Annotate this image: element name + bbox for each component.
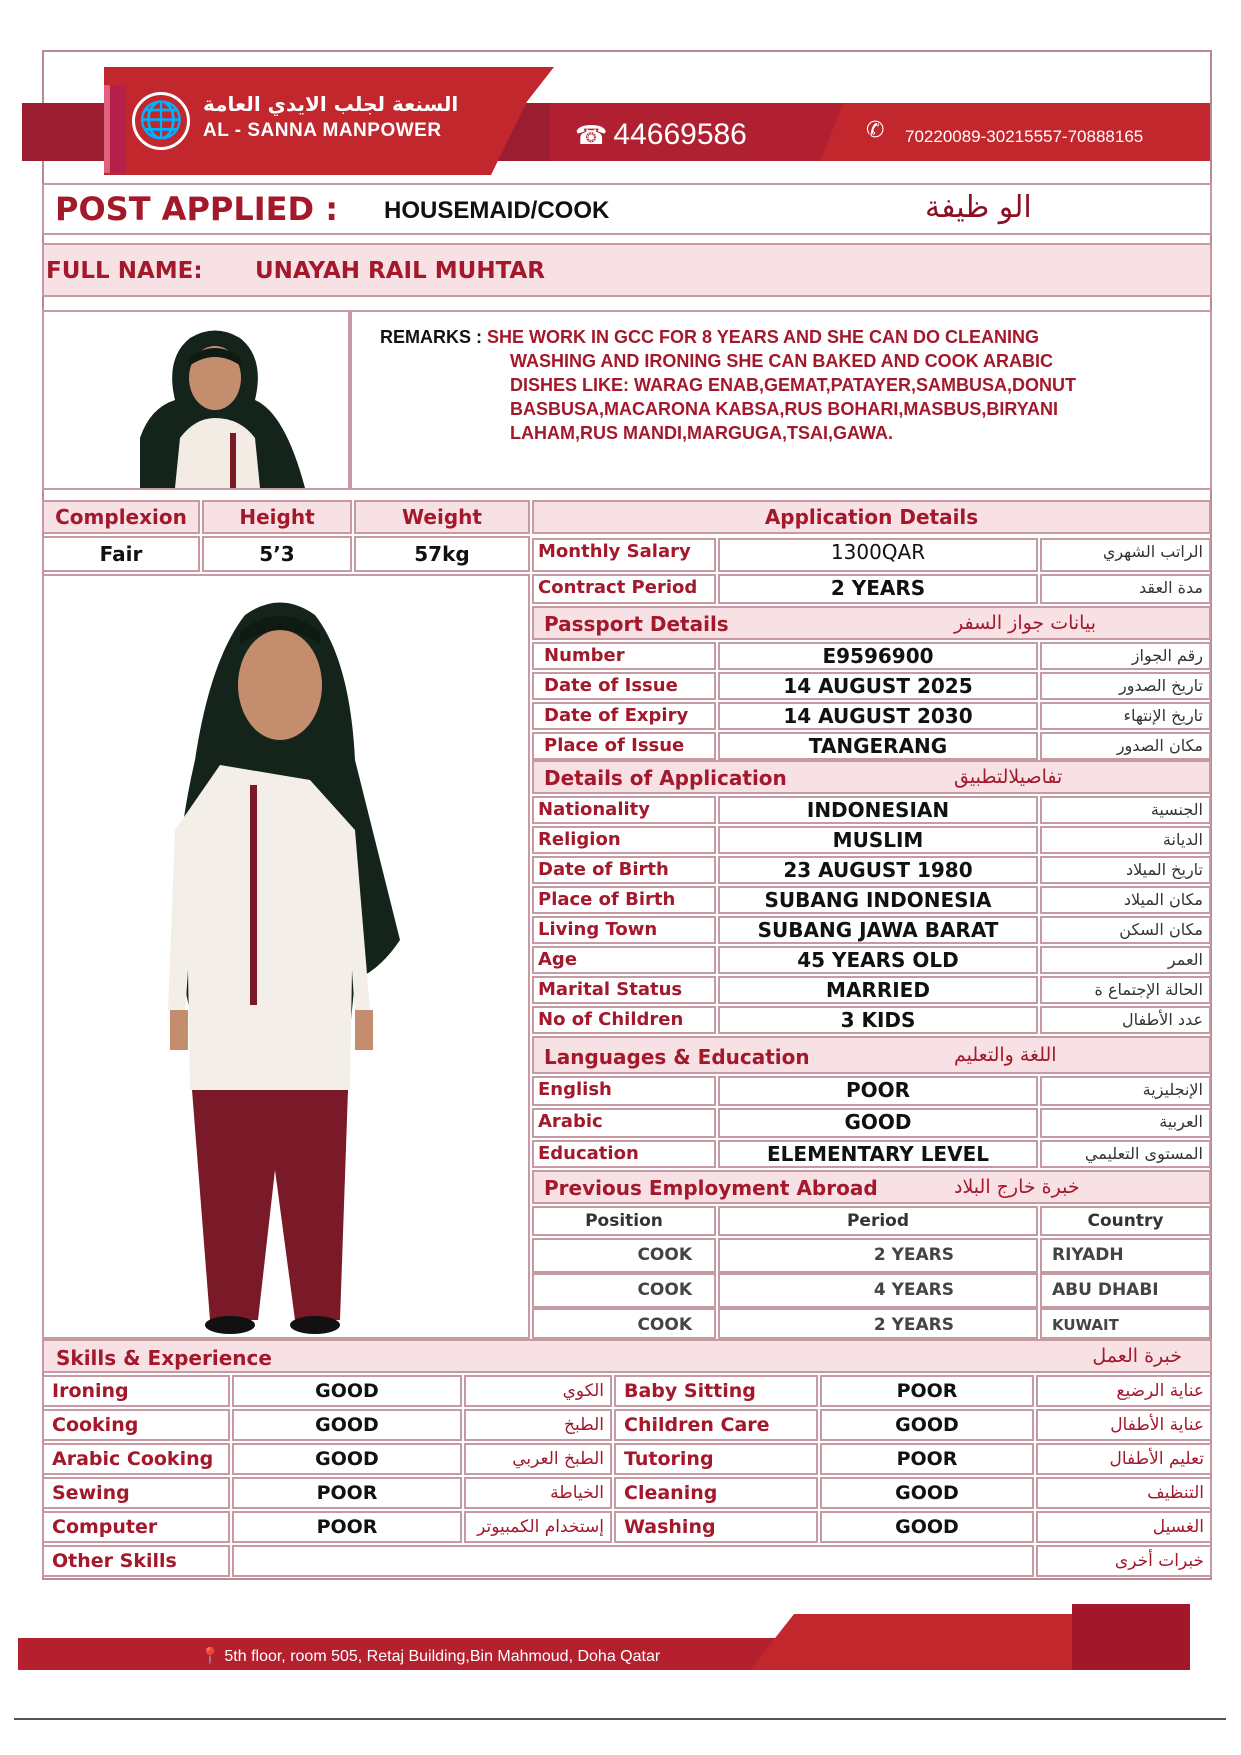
age-value: 45 YEARS OLD — [718, 946, 1038, 974]
marital-status-arabic: الحالة الإجتماع ة — [1040, 976, 1211, 1004]
skill-right-label: Tutoring — [614, 1443, 818, 1475]
other-skills-label: Other Skills — [42, 1545, 230, 1577]
employment-table-header — [532, 1206, 1211, 1236]
place-of-birth-arabic: مكان الميلاد — [1040, 886, 1211, 914]
mobile-numbers: 70220089-30215557-70888165 — [905, 127, 1144, 146]
skill-left-arabic: إستخدام الكمبيوتر — [464, 1511, 612, 1543]
footer-divider — [14, 1718, 1226, 1720]
skill-left-value: GOOD — [232, 1409, 462, 1441]
place-of-issue-label: Place of Issue — [532, 732, 716, 760]
skill-left-label: Ironing — [42, 1375, 230, 1407]
remarks-line-5: LAHAM,RUS MANDI,MARGUGA,TSAI,GAWA. — [510, 423, 893, 443]
col-period: Period — [718, 1206, 1038, 1236]
post-applied-label: POST APPLIED : — [55, 190, 338, 228]
passport-details-header — [532, 606, 1211, 640]
skill-row — [42, 1409, 1212, 1441]
date-of-expiry-arabic: تاريخ الإنتهاء — [1040, 702, 1211, 730]
skill-left-value: POOR — [232, 1477, 462, 1509]
remarks-line-4: BASBUSA,MACARONA KABSA,RUS BOHARI,MASBUS,BIRYANI — [510, 399, 1059, 419]
telephone-icon: ☎ — [575, 120, 608, 150]
arabic-label: Arabic — [532, 1108, 716, 1138]
employment-position: COOK — [532, 1273, 716, 1308]
marital-status-value: MARRIED — [718, 976, 1038, 1004]
footer-block — [1072, 1604, 1190, 1670]
place-of-issue-value: TANGERANG — [718, 732, 1038, 760]
remarks-line-1: SHE WORK IN GCC FOR 8 YEARS AND SHE CAN DO CLEANING — [487, 327, 1040, 347]
date-of-birth-arabic: تاريخ الميلاد — [1040, 856, 1211, 884]
date-of-issue-value: 14 AUGUST 2025 — [718, 672, 1038, 700]
row-nationality — [532, 796, 1211, 824]
col-country: Country — [1040, 1206, 1211, 1236]
english-label: English — [532, 1076, 716, 1106]
skill-left-arabic: الطبخ — [464, 1409, 612, 1441]
full-name-label: FULL NAME: — [46, 258, 203, 284]
date-of-birth-value: 23 AUGUST 1980 — [718, 856, 1038, 884]
phone-number — [575, 118, 747, 152]
other-skills-arabic: خبرات أخرى — [1036, 1545, 1212, 1577]
row-monthly-salary — [532, 538, 1211, 572]
no-of-children-arabic: عدد الأطفال — [1040, 1006, 1211, 1034]
row-living-town — [532, 916, 1211, 944]
age-label: Age — [532, 946, 716, 974]
previous-employment-header — [532, 1170, 1211, 1204]
col-position: Position — [532, 1206, 716, 1236]
skill-right-arabic: التنظيف — [1036, 1477, 1212, 1509]
full-body-photo — [100, 590, 480, 1335]
skills-title: Skills & Experience — [56, 1346, 272, 1370]
place-of-birth-value: SUBANG INDONESIA — [718, 886, 1038, 914]
living-town-value: SUBANG JAWA BARAT — [718, 916, 1038, 944]
employment-position: COOK — [532, 1308, 716, 1339]
remarks-label: REMARKS : — [380, 327, 482, 347]
details-title: Details of Application — [544, 766, 787, 790]
phone-value: 44669586 — [613, 118, 747, 151]
arabic-value: GOOD — [718, 1108, 1038, 1138]
age-arabic: العمر — [1040, 946, 1211, 974]
date-of-birth-label: Date of Birth — [532, 856, 716, 884]
other-skills-value — [232, 1545, 1034, 1577]
address-text: 5th floor, room 505, Retaj Building,Bin Mahmoud, Doha Qatar — [224, 1648, 661, 1665]
employment-title: Previous Employment Abroad — [544, 1176, 878, 1200]
skills-experience-header — [42, 1339, 1212, 1373]
row-date-of-issue — [532, 672, 1211, 700]
skill-right-label: Washing — [614, 1511, 818, 1543]
place-of-birth-label: Place of Birth — [532, 886, 716, 914]
skill-right-arabic: عناية الرضيع — [1036, 1375, 1212, 1407]
date-of-issue-arabic: تاريخ الصدور — [1040, 672, 1211, 700]
contract-period-value: 2 YEARS — [718, 574, 1038, 604]
brand-name-english: AL - SANNA MANPOWER — [203, 120, 442, 141]
languages-title: Languages & Education — [544, 1045, 810, 1069]
remarks-text — [380, 325, 1180, 445]
skill-left-arabic: الطبخ العربي — [464, 1443, 612, 1475]
passport-number-label: Number — [532, 642, 716, 670]
row-place-of-birth — [532, 886, 1211, 914]
post-applied-value: HOUSEMAID/COOK — [384, 197, 610, 224]
passport-number-arabic: رقم الجواز — [1040, 642, 1211, 670]
english-value: POOR — [718, 1076, 1038, 1106]
location-pin-icon: 📍 — [200, 1648, 220, 1665]
languages-education-header — [532, 1036, 1211, 1074]
row-date-of-birth — [532, 856, 1211, 884]
education-label: Education — [532, 1140, 716, 1168]
no-of-children-label: No of Children — [532, 1006, 716, 1034]
weight-header: Weight — [354, 500, 530, 534]
passport-number-value: E9596900 — [718, 642, 1038, 670]
skill-row — [42, 1375, 1212, 1407]
marital-status-label: Marital Status — [532, 976, 716, 1004]
row-marital-status — [532, 976, 1211, 1004]
monthly-salary-arabic: الراتب الشهري — [1040, 538, 1211, 572]
employment-country: ABU DHABI — [1040, 1273, 1211, 1308]
employment-row — [532, 1238, 1211, 1273]
religion-value: MUSLIM — [718, 826, 1038, 854]
full-name-value: UNAYAH RAIL MUHTAR — [255, 258, 545, 284]
nationality-value: INDONESIAN — [718, 796, 1038, 824]
skill-right-label: Children Care — [614, 1409, 818, 1441]
employment-period: 4 YEARS — [718, 1273, 1038, 1308]
contract-period-arabic: مدة العقد — [1040, 574, 1211, 604]
details-title-arabic: تفاصيلالتطبيق — [954, 766, 1063, 788]
height-value: 5’3 — [202, 536, 352, 572]
nationality-label: Nationality — [532, 796, 716, 824]
employment-country: KUWAIT — [1040, 1308, 1211, 1339]
passport-title: Passport Details — [544, 612, 729, 636]
employment-row — [532, 1273, 1211, 1308]
skill-right-value: GOOD — [820, 1511, 1034, 1543]
row-passport-number — [532, 642, 1211, 670]
skill-left-label: Arabic Cooking — [42, 1443, 230, 1475]
header-stripe — [104, 85, 126, 173]
row-no-of-children — [532, 1006, 1211, 1034]
mobile-phone-icon: ✆ — [866, 118, 885, 143]
complexion-value: Fair — [42, 536, 200, 572]
height-header: Height — [202, 500, 352, 534]
monthly-salary-label: Monthly Salary — [532, 538, 716, 572]
skill-right-arabic: الغسيل — [1036, 1511, 1212, 1543]
row-arabic — [532, 1108, 1211, 1138]
weight-value: 57kg — [354, 536, 530, 572]
skill-right-value: POOR — [820, 1443, 1034, 1475]
complexion-header: Complexion — [42, 500, 200, 534]
skill-row — [42, 1477, 1212, 1509]
religion-label: Religion — [532, 826, 716, 854]
skill-left-arabic: الكوي — [464, 1375, 612, 1407]
row-education — [532, 1140, 1211, 1168]
employment-country: RIYADH — [1040, 1238, 1211, 1273]
no-of-children-value: 3 KIDS — [718, 1006, 1038, 1034]
skill-left-value: POOR — [232, 1511, 462, 1543]
employment-period: 2 YEARS — [718, 1308, 1038, 1339]
row-date-of-expiry — [532, 702, 1211, 730]
brand-name-arabic: السنعة لجلب الايدي العامة — [203, 92, 459, 116]
skill-row — [42, 1511, 1212, 1543]
english-arabic: الإنجليزية — [1040, 1076, 1211, 1106]
remarks-line-2: WASHING AND IRONING SHE CAN BAKED AND COOK ARABIC — [510, 351, 1054, 371]
date-of-expiry-value: 14 AUGUST 2030 — [718, 702, 1038, 730]
nationality-arabic: الجنسية — [1040, 796, 1211, 824]
row-age — [532, 946, 1211, 974]
skill-left-label: Sewing — [42, 1477, 230, 1509]
employment-position: COOK — [532, 1238, 716, 1273]
date-of-issue-label: Date of Issue — [532, 672, 716, 700]
passport-title-arabic: بيانات جواز السفر — [954, 612, 1096, 634]
arabic-arabic: العربية — [1040, 1108, 1211, 1138]
row-english — [532, 1076, 1211, 1106]
education-value: ELEMENTARY LEVEL — [718, 1140, 1038, 1168]
full-name-row — [42, 243, 1212, 297]
skill-right-label: Cleaning — [614, 1477, 818, 1509]
skill-right-arabic: تعليم الأطفال — [1036, 1443, 1212, 1475]
row-place-of-issue — [532, 732, 1211, 760]
living-town-label: Living Town — [532, 916, 716, 944]
application-details-header: Application Details — [532, 500, 1211, 534]
row-contract-period — [532, 574, 1211, 604]
skill-left-label: Cooking — [42, 1409, 230, 1441]
skill-right-label: Baby Sitting — [614, 1375, 818, 1407]
headshot-photo — [80, 318, 320, 488]
skill-left-arabic: الخياطة — [464, 1477, 612, 1509]
place-of-issue-arabic: مكان الصدور — [1040, 732, 1211, 760]
remarks-line-3: DISHES LIKE: WARAG ENAB,GEMAT,PATAYER,SAMBUSA,DONUT — [510, 375, 1077, 395]
other-skills-row — [42, 1545, 1212, 1577]
employment-period: 2 YEARS — [718, 1238, 1038, 1273]
skill-row — [42, 1443, 1212, 1475]
skill-right-value: POOR — [820, 1375, 1034, 1407]
skill-left-label: Computer — [42, 1511, 230, 1543]
religion-arabic: الديانة — [1040, 826, 1211, 854]
education-arabic: المستوى التعليمي — [1040, 1140, 1211, 1168]
contract-period-label: Contract Period — [532, 574, 716, 604]
monthly-salary-value: 1300QAR — [718, 538, 1038, 572]
footer-address — [200, 1646, 660, 1666]
skill-right-value: GOOD — [820, 1409, 1034, 1441]
skill-right-arabic: عناية الأطفال — [1036, 1409, 1212, 1441]
skills-title-arabic: خبرة العمل — [1092, 1345, 1182, 1367]
details-of-application-header — [532, 760, 1211, 794]
employment-title-arabic: خبرة خارج البلاد — [954, 1176, 1080, 1198]
living-town-arabic: مكان السكن — [1040, 916, 1211, 944]
skill-left-value: GOOD — [232, 1375, 462, 1407]
languages-title-arabic: اللغة والتعليم — [954, 1044, 1057, 1066]
skill-right-value: GOOD — [820, 1477, 1034, 1509]
date-of-expiry-label: Date of Expiry — [532, 702, 716, 730]
row-religion — [532, 826, 1211, 854]
globe-logo-icon: 🌐 — [132, 92, 190, 150]
skill-left-value: GOOD — [232, 1443, 462, 1475]
employment-row — [532, 1308, 1211, 1339]
post-applied-arabic: الو ظيفة — [925, 190, 1032, 225]
